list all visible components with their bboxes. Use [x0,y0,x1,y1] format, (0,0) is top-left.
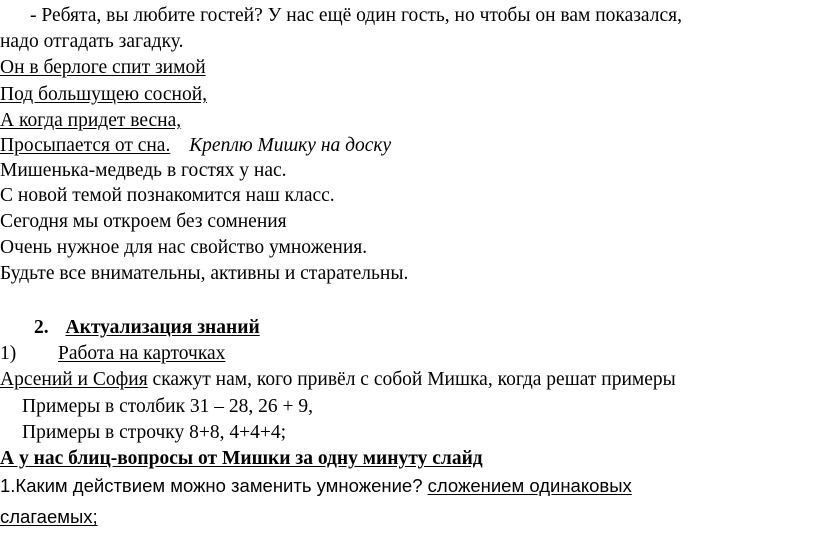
task-text: скажут нам, кого привёл с собой Мишка, когда решат примеры [147,369,676,390]
section-number: 2. [34,317,49,338]
intro-line-2: надо отгадать загадку. [0,31,184,52]
task-names: Арсений и София [0,369,148,390]
riddle-line-2: Под большущею сосной, [0,84,208,105]
task-heading [0,342,226,366]
question-1 [0,474,632,498]
question-1-answer-continued: слагаемых; [0,506,98,527]
question-1-text: 1.Каким действием можно заменить умножение? [0,475,428,496]
task-description [0,368,676,392]
riddle-note: Креплю Мишку на доску [189,135,392,156]
riddle-line-1: Он в берлоге спит зимой [0,57,206,78]
examples-column: Примеры в столбик 31 – 28, 26 + 9, [22,396,314,417]
section-title: Актуализация знаний [65,317,260,338]
task-title: Работа на карточках [58,343,226,364]
examples-row: Примеры в строчку 8+8, 4+4+4; [22,422,287,443]
poem-line-1: Мишенька-медведь в гостях у нас. [0,160,287,181]
poem-line-3: Сегодня мы откроем без сомнения [0,211,287,232]
section-heading [34,316,260,340]
task-number: 1) [0,343,17,364]
poem-line-5: Будьте все внимательны, активны и старательны. [0,263,409,284]
riddle-line-3: А когда придет весна, [0,110,182,131]
question-1-answer: сложением одинаковых [427,475,632,496]
poem-line-2: С новой темой познакомится наш класс. [0,185,335,206]
poem-line-4: Очень нужное для нас свойство умножения. [0,237,368,258]
blitz-heading: А у нас блиц-вопросы от Мишки за одну минуту слайд [0,448,483,469]
riddle-line-4-row [0,134,391,158]
intro-line-1: - Ребята, вы любите гостей? У нас ещё один гость, но чтобы он вам показался, [30,5,682,26]
riddle-line-4: Просыпается от сна. [0,135,171,156]
